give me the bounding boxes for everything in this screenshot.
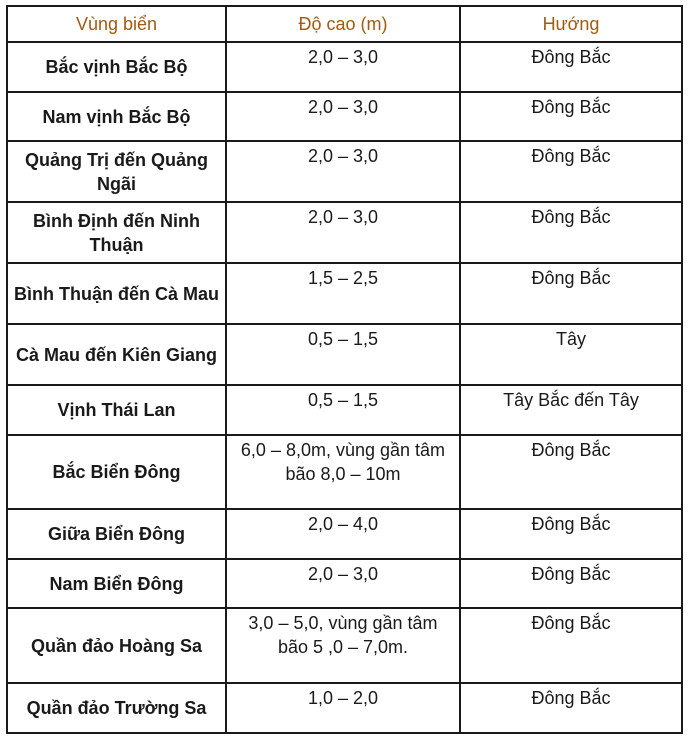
direction-cell: Đông Bắc <box>460 683 682 733</box>
direction-cell: Đông Bắc <box>460 435 682 509</box>
region-cell: Nam vịnh Bắc Bộ <box>7 92 226 141</box>
region-cell: Quảng Trị đến Quảng Ngãi <box>7 141 226 202</box>
table-row <box>7 324 682 385</box>
table-body <box>7 42 682 733</box>
height-cell: 2,0 – 3,0 <box>226 42 460 92</box>
region-cell: Nam Biển Đông <box>7 559 226 608</box>
height-cell: 0,5 – 1,5 <box>226 324 460 385</box>
header-height: Độ cao (m) <box>226 6 460 42</box>
table-row <box>7 263 682 324</box>
table-row <box>7 509 682 559</box>
direction-cell: Đông Bắc <box>460 263 682 324</box>
region-cell: Quần đảo Trường Sa <box>7 683 226 733</box>
direction-cell: Đông Bắc <box>460 92 682 141</box>
height-cell: 2,0 – 3,0 <box>226 92 460 141</box>
height-cell: 2,0 – 4,0 <box>226 509 460 559</box>
region-cell: Giữa Biển Đông <box>7 509 226 559</box>
region-cell: Bắc Biển Đông <box>7 435 226 509</box>
header-row <box>7 6 682 42</box>
table-header <box>7 6 682 42</box>
header-direction: Hướng <box>460 6 682 42</box>
height-cell: 1,5 – 2,5 <box>226 263 460 324</box>
table-row <box>7 435 682 509</box>
direction-cell: Đông Bắc <box>460 509 682 559</box>
direction-cell: Đông Bắc <box>460 42 682 92</box>
table-row <box>7 559 682 608</box>
direction-cell: Đông Bắc <box>460 141 682 202</box>
header-region: Vùng biển <box>7 6 226 42</box>
direction-cell: Tây Bắc đến Tây <box>460 385 682 435</box>
region-cell: Cà Mau đến Kiên Giang <box>7 324 226 385</box>
forecast-table-wrapper <box>6 5 683 734</box>
region-cell: Vịnh Thái Lan <box>7 385 226 435</box>
height-cell: 1,0 – 2,0 <box>226 683 460 733</box>
height-cell: 6,0 – 8,0m, vùng gần tâm bão 8,0 – 10m <box>226 435 460 509</box>
wave-forecast-table <box>6 5 683 734</box>
table-row <box>7 92 682 141</box>
direction-cell: Tây <box>460 324 682 385</box>
height-cell: 3,0 – 5,0, vùng gần tâm bão 5 ,0 – 7,0m. <box>226 608 460 683</box>
table-row <box>7 141 682 202</box>
height-cell: 2,0 – 3,0 <box>226 559 460 608</box>
region-cell: Bình Thuận đến Cà Mau <box>7 263 226 324</box>
direction-cell: Đông Bắc <box>460 608 682 683</box>
region-cell: Bình Định đến Ninh Thuận <box>7 202 226 263</box>
direction-cell: Đông Bắc <box>460 202 682 263</box>
height-cell: 2,0 – 3,0 <box>226 141 460 202</box>
region-cell: Bắc vịnh Bắc Bộ <box>7 42 226 92</box>
table-row <box>7 683 682 733</box>
table-row <box>7 608 682 683</box>
region-cell: Quần đảo Hoàng Sa <box>7 608 226 683</box>
height-cell: 0,5 – 1,5 <box>226 385 460 435</box>
height-cell: 2,0 – 3,0 <box>226 202 460 263</box>
table-row <box>7 385 682 435</box>
table-row <box>7 42 682 92</box>
direction-cell: Đông Bắc <box>460 559 682 608</box>
table-row <box>7 202 682 263</box>
